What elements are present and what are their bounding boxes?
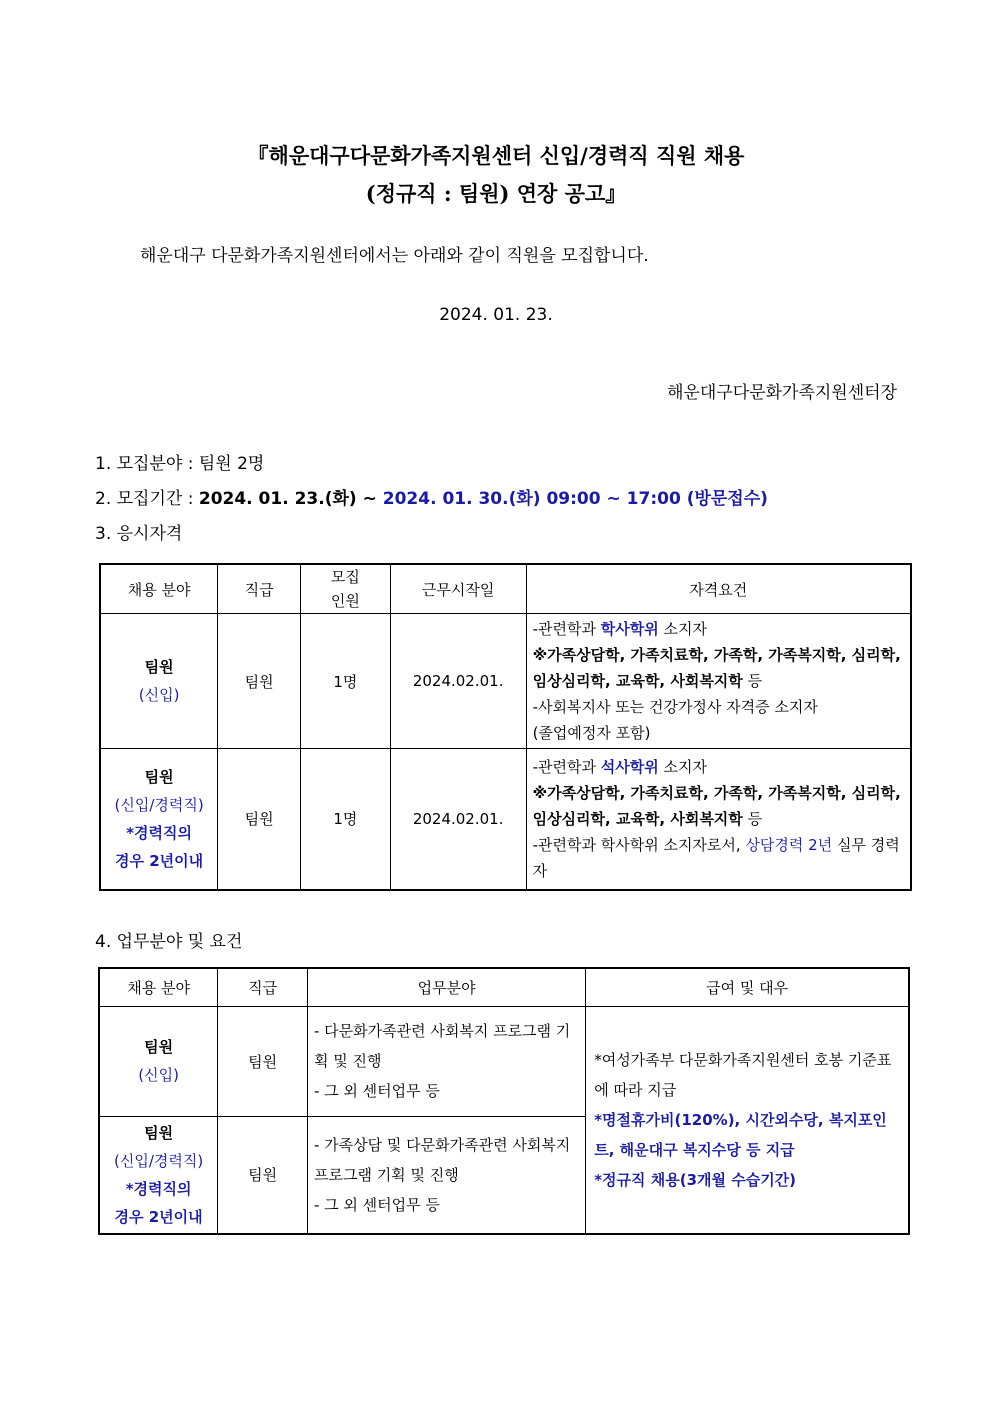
th-field: 채용 분야 bbox=[99, 968, 218, 1006]
start-date-cell: 2024.02.01. bbox=[390, 614, 526, 749]
field-sub: (신입/경력직) bbox=[114, 795, 204, 814]
req-experience bbox=[533, 832, 904, 884]
work-item: - 그 외 센터업무 등 bbox=[313, 1195, 440, 1214]
field-cell bbox=[100, 749, 218, 890]
rank-cell: 팀원 bbox=[218, 749, 301, 890]
req-degree-prefix: -관련학과 bbox=[532, 620, 601, 638]
item-recruit-field-label: 1. 모집분야 : bbox=[95, 454, 199, 474]
req-majors-list: ※가족상담학, 가족치료학, 가족학, 가족복지학, 심리학, 임상심리학, 교육학, 사회복지학 bbox=[532, 783, 901, 828]
field-cell bbox=[99, 1006, 218, 1116]
th-work: 업무분야 bbox=[307, 968, 585, 1006]
pay-line-salary: *여성가족부 다문화가족지원센터 호봉 기준표에 따라 지급 bbox=[594, 1050, 892, 1099]
req-degree-highlight: 학사학위 bbox=[600, 620, 659, 638]
req-experience-suffix: 실무 경력자 bbox=[532, 835, 900, 880]
field-sub: (신입/경력직) bbox=[113, 1151, 204, 1170]
field-note-line2: 경우 2년이내 bbox=[115, 851, 204, 870]
signer: 해운대구다문화가족지원센터장 bbox=[667, 383, 897, 403]
pay-line-benefits: *명절휴가비(120%), 시간외수당, 복지포인트, 해운대구 복지수당 등 지급 bbox=[594, 1110, 887, 1159]
th-pay: 급여 및 대우 bbox=[586, 968, 909, 1006]
item-recruit-period-start: 2024. 01. 23.(화) ~ bbox=[198, 489, 383, 509]
req-degree bbox=[533, 754, 904, 780]
field-sub: (신입) bbox=[138, 1066, 179, 1084]
req-note: (졸업예정자 포함) bbox=[532, 724, 651, 742]
table-row bbox=[100, 749, 911, 890]
work-item: - 그 외 센터업무 등 bbox=[313, 1082, 440, 1100]
rank-cell: 팀원 bbox=[218, 614, 301, 749]
req-degree-suffix: 소지자 bbox=[658, 620, 707, 638]
req-majors bbox=[533, 642, 904, 694]
th-count bbox=[300, 564, 390, 614]
table-row bbox=[100, 614, 911, 749]
item-recruit-field bbox=[95, 449, 264, 474]
req-license: -사회복지사 또는 건강가정사 자격증 소지자 bbox=[532, 698, 818, 716]
field-note-line2: 경우 2년이내 bbox=[114, 1207, 203, 1226]
table-row bbox=[99, 1006, 909, 1116]
pay-cell bbox=[586, 1006, 909, 1234]
item-qualification-heading: 3. 응시자격 bbox=[95, 524, 183, 544]
rank-cell: 팀원 bbox=[218, 1116, 308, 1234]
item-work-heading: 4. 업무분야 및 요건 bbox=[95, 932, 243, 952]
req-majors-suffix: 등 bbox=[742, 672, 763, 690]
qualification-table bbox=[99, 563, 912, 891]
item-recruit-period-label: 2. 모집기간 : bbox=[95, 489, 199, 509]
requirements-cell bbox=[526, 749, 911, 890]
th-field: 채용 분야 bbox=[100, 564, 218, 614]
item-recruit-period bbox=[95, 484, 768, 509]
req-experience-prefix: -관련학과 학사학위 소지자로서, bbox=[532, 835, 746, 854]
th-rank: 직급 bbox=[218, 968, 308, 1006]
pay-line-employment: *정규직 채용(3개월 수습기간) bbox=[594, 1170, 797, 1189]
work-item: - 다문화가족관련 사회복지 프로그램 기획 및 진행 bbox=[313, 1022, 571, 1070]
field-cell bbox=[99, 1116, 218, 1234]
th-count-line1: 모집 bbox=[330, 568, 360, 586]
field-note-line1: *경력직의 bbox=[125, 1179, 192, 1198]
th-requirements: 자격요건 bbox=[526, 564, 911, 614]
th-start-date: 근무시작일 bbox=[390, 564, 526, 614]
count-cell: 1명 bbox=[300, 614, 390, 749]
requirements-cell bbox=[526, 614, 911, 749]
intro-text: 해운대구 다문화가족지원센터에서는 아래와 같이 직원을 모집합니다. bbox=[140, 246, 649, 266]
item-recruit-period-end: 2024. 01. 30.(화) 09:00 ~ 17:00 (방문접수) bbox=[382, 489, 768, 509]
field-note-line1: *경력직의 bbox=[126, 823, 192, 842]
work-cell bbox=[307, 1116, 585, 1234]
req-degree-prefix: -관련학과 bbox=[532, 757, 601, 776]
req-majors-suffix: 등 bbox=[742, 809, 763, 828]
field-cell bbox=[100, 614, 218, 749]
field-title: 팀원 bbox=[144, 1123, 174, 1142]
work-table bbox=[98, 967, 910, 1235]
th-count-line2: 인원 bbox=[330, 592, 360, 610]
notice-title-line1: 『해운대구다문화가족지원센터 신입/경력직 직원 채용 bbox=[247, 143, 745, 168]
work-item: - 가족상담 및 다문화가족관련 사회복지 프로그램 기획 및 진행 bbox=[313, 1135, 571, 1184]
req-majors bbox=[533, 780, 904, 832]
req-experience-highlight: 상담경력 2년 bbox=[745, 835, 833, 854]
th-rank: 직급 bbox=[218, 564, 301, 614]
notice-title-line2: (정규직 : 팀원) 연장 공고』 bbox=[365, 181, 627, 206]
field-title: 팀원 bbox=[144, 1038, 174, 1056]
start-date-cell: 2024.02.01. bbox=[390, 749, 526, 890]
field-title: 팀원 bbox=[144, 767, 174, 786]
field-title: 팀원 bbox=[144, 658, 174, 676]
work-cell bbox=[307, 1006, 585, 1116]
notice-date: 2024. 01. 23. bbox=[439, 305, 553, 325]
req-degree bbox=[533, 616, 904, 642]
item-recruit-field-value: 팀원 2명 bbox=[198, 454, 265, 474]
req-majors-list: ※가족상담학, 가족치료학, 가족학, 가족복지학, 심리학, 임상심리학, 교육학, 사회복지학 bbox=[532, 646, 901, 690]
req-degree-highlight: 석사학위 bbox=[600, 757, 659, 776]
rank-cell: 팀원 bbox=[218, 1006, 308, 1116]
req-degree-suffix: 소지자 bbox=[658, 757, 707, 776]
count-cell: 1명 bbox=[300, 749, 390, 890]
field-sub: (신입) bbox=[138, 686, 180, 704]
